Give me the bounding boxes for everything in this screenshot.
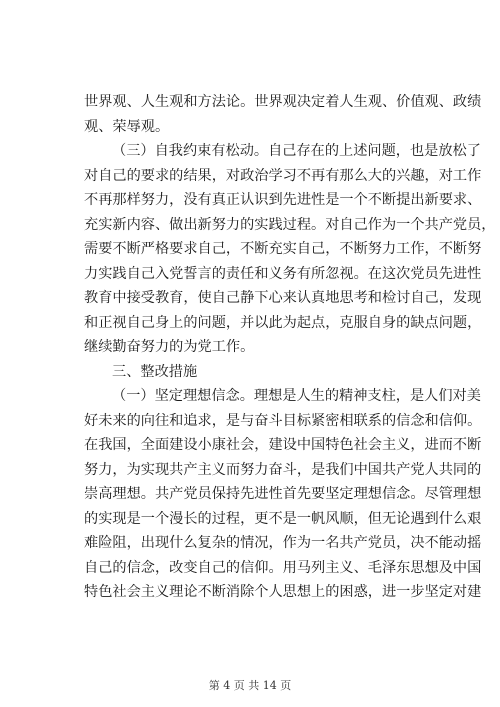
paragraph-line: 和正视自己身上的问题，并以此为起点，克服自身的缺点问题， — [84, 314, 482, 331]
document-body — [84, 90, 496, 605]
paragraph-line: 充实新内容、做出新努力的实践过程。对自己作为一个共产党员， — [84, 216, 496, 233]
paragraph-line: 难险阻，出现什么复杂的情况，作为一名共产党员，决不能动摇 — [84, 535, 482, 551]
paragraph-line: （三）自我约束有松动。自己存在的上述问题，也是放松了 — [112, 143, 481, 159]
paragraph-line: 继续勤奋努力的为党工作。 — [84, 339, 255, 355]
paragraph-line: 在我国，全面建设小康社会，建设中国特色社会主义，进而不断 — [84, 437, 482, 453]
paragraph-line: 世界观、人生观和方法论。世界观决定着人生观、价值观、政绩 — [84, 94, 482, 110]
paragraph-line: 崇高理想。共产党员保持先进性首先要坚定理想信念。尽管理想 — [84, 486, 482, 502]
paragraph-line: 努力，为实现共产主义而努力奋斗，是我们中国共产党人共同的 — [84, 461, 482, 478]
page-footer — [0, 677, 500, 693]
paragraph-line: 观、荣辱观。 — [84, 118, 170, 135]
paragraph-line: 对自己的要求的结果，对政治学习不再有那么大的兴趣，对工作 — [84, 167, 482, 184]
paragraph-line: 力实践自己入党誓言的责任和义务有所忽视。在这次党员先进性 — [84, 265, 482, 282]
page-number-label: 第 4 页 共 14 页 — [208, 679, 292, 692]
paragraph-line: 自己的信念，改变自己的信仰。用马列主义、毛泽东思想及中国 — [84, 559, 482, 576]
paragraph-line: 特色社会主义理论不断消除个人思想上的困惑，进一步坚定对建 — [84, 584, 482, 600]
paragraph-line: 教育中接受教育，使自己静下心来认真地思考和检讨自己，发现 — [84, 290, 482, 306]
paragraph-line: 好未来的向往和追求，是与奋斗目标紧密相联系的信念和信仰。 — [84, 412, 482, 429]
paragraph-line: 不再那样努力，没有真正认识到先进性是一个不断提出新要求、 — [84, 192, 482, 208]
section-heading: 三、整改措施 — [112, 363, 198, 380]
paragraph-line: （一）坚定理想信念。理想是人生的精神支柱，是人们对美 — [112, 388, 481, 404]
paragraph-line: 的实现是一个漫长的过程，更不是一帆风顺，但无论遇到什么艰 — [84, 510, 482, 527]
paragraph-line: 需要不断严格要求自己，不断充实自己，不断努力工作，不断努 — [84, 241, 482, 257]
